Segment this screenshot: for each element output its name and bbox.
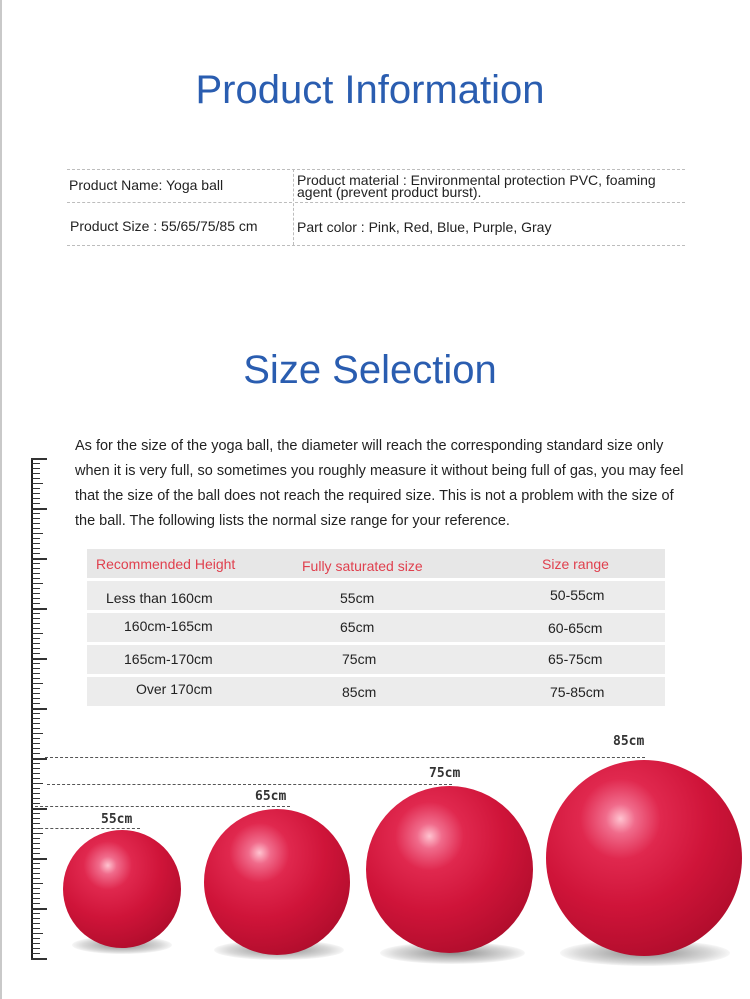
ruler-tick [31, 798, 40, 799]
cell-size: 65cm [340, 619, 375, 635]
ruler-tick [31, 783, 43, 784]
ruler-tick [31, 463, 40, 464]
ruler-tick [31, 928, 40, 929]
ruler-tick [31, 868, 40, 869]
ruler-tick [31, 838, 40, 839]
ball-label-65cm: 65cm [255, 789, 287, 804]
ruler-tick [31, 853, 40, 854]
ruler-tick [31, 478, 40, 479]
ruler-tick [31, 778, 40, 779]
ball-label-85cm: 85cm [613, 734, 645, 749]
ruler-tick [31, 753, 40, 754]
cell-height: 165cm-170cm [124, 651, 213, 667]
ruler-tick [31, 873, 40, 874]
ruler-tick [31, 483, 43, 484]
ruler-tick [31, 468, 40, 469]
ruler-tick [31, 583, 43, 584]
table-row [87, 645, 665, 674]
ruler-tick [31, 508, 47, 510]
ruler-tick [31, 688, 40, 689]
ruler-tick [31, 618, 40, 619]
ball-label-55cm: 55cm [101, 812, 133, 827]
ruler-tick [31, 553, 40, 554]
ruler-tick [31, 803, 40, 804]
ruler-tick [31, 658, 47, 660]
product-color: Part color : Pink, Red, Blue, Purple, Gray [297, 219, 552, 235]
ruler-tick [31, 788, 40, 789]
ruler-tick [31, 648, 40, 649]
ball-label-75cm: 75cm [429, 766, 461, 781]
table-row [87, 613, 665, 642]
ruler-tick [31, 768, 40, 769]
ruler-tick [31, 598, 40, 599]
size-selection-title: Size Selection [243, 348, 497, 392]
ruler-tick [31, 593, 40, 594]
ruler-tick [31, 808, 47, 810]
ruler-tick [31, 528, 40, 529]
ruler-tick [31, 743, 40, 744]
ruler-tick [31, 523, 40, 524]
ruler-tick [31, 863, 40, 864]
guide-line-55cm [35, 828, 140, 829]
ruler-tick [31, 958, 47, 960]
measuring-ruler [31, 458, 47, 958]
cell-range: 75-85cm [550, 684, 605, 700]
ruler-tick [31, 638, 40, 639]
ruler-tick [31, 938, 40, 939]
cell-height: Over 170cm [136, 681, 213, 697]
ruler-tick [31, 843, 40, 844]
ruler-tick [31, 633, 43, 634]
yoga-ball-55cm [63, 830, 181, 948]
cell-size: 75cm [342, 651, 377, 667]
ruler-tick [31, 683, 43, 684]
yoga-ball-65cm [204, 809, 350, 955]
ruler-tick [31, 748, 40, 749]
ruler-tick [31, 663, 40, 664]
ruler-tick [31, 703, 40, 704]
cell-size: 55cm [340, 590, 375, 606]
header-fully-saturated-size: Fully saturated size [302, 558, 423, 574]
cell-range: 50-55cm [550, 587, 605, 603]
table-row [87, 677, 665, 706]
ruler-tick [31, 458, 47, 460]
description-line: the ball. The following lists the normal size range for your reference. [75, 513, 510, 529]
cell-height: Less than 160cm [106, 590, 213, 606]
ruler-tick [31, 678, 40, 679]
divider [67, 169, 685, 170]
guide-line-75cm [47, 784, 452, 785]
ruler-tick [31, 733, 43, 734]
ruler-tick [31, 563, 40, 564]
guide-line-65cm [35, 806, 290, 807]
ruler-tick [31, 488, 40, 489]
ruler-tick [31, 723, 40, 724]
ruler-tick [31, 613, 40, 614]
yoga-ball-75cm [366, 786, 533, 953]
ruler-tick [31, 758, 47, 760]
ruler-tick [31, 913, 40, 914]
ruler-tick [31, 548, 40, 549]
ruler-tick [31, 953, 40, 954]
cell-size: 85cm [342, 684, 377, 700]
ruler-tick [31, 813, 40, 814]
ruler-tick [31, 543, 40, 544]
ruler-tick [31, 693, 40, 694]
ruler-tick [31, 503, 40, 504]
ruler-tick [31, 473, 40, 474]
product-info-table [67, 166, 685, 248]
yoga-ball-85cm [546, 760, 742, 956]
product-information-title: Product Information [195, 68, 545, 112]
ruler-tick [31, 533, 43, 534]
ruler-tick [31, 573, 40, 574]
size-description [75, 434, 715, 534]
left-edge-line [0, 0, 2, 999]
ruler-tick [31, 513, 40, 514]
ruler-tick [31, 493, 40, 494]
column-divider [293, 169, 294, 245]
ruler-tick [31, 763, 40, 764]
ruler-tick [31, 773, 40, 774]
ruler-tick [31, 933, 43, 934]
ruler-tick [31, 898, 40, 899]
product-material-line1: Product material : Environmental protection PVC, foaming [297, 172, 656, 188]
ruler-tick [31, 588, 40, 589]
ruler-tick [31, 643, 40, 644]
cell-range: 65-75cm [548, 651, 603, 667]
divider [67, 245, 685, 246]
ruler-tick [31, 568, 40, 569]
product-material-line2: agent (prevent product burst). [297, 184, 482, 200]
ruler-tick [31, 518, 40, 519]
ruler-tick [31, 713, 40, 714]
ruler-tick [31, 903, 40, 904]
ruler-tick [31, 738, 40, 739]
header-size-range: Size range [542, 556, 609, 572]
ruler-tick [31, 888, 40, 889]
ruler-tick [31, 653, 40, 654]
ruler-tick [31, 918, 40, 919]
product-name: Product Name: Yoga ball [69, 177, 224, 193]
description-line: As for the size of the yoga ball, the diameter will reach the corresponding standard size only [75, 438, 664, 454]
ruler-tick [31, 823, 40, 824]
ruler-tick [31, 498, 40, 499]
ruler-tick [31, 908, 47, 910]
ruler-tick [31, 603, 40, 604]
ruler-tick [31, 708, 47, 710]
ruler-tick [31, 538, 40, 539]
ruler-tick [31, 793, 40, 794]
ruler-tick [31, 818, 40, 819]
guide-line-85cm [45, 757, 645, 758]
ruler-tick [31, 893, 40, 894]
ruler-tick [31, 883, 43, 884]
cell-range: 60-65cm [548, 620, 603, 636]
description-line: when it is very full, so sometimes you roughly measure it without being full of gas, you may feel [75, 463, 684, 479]
ruler-tick [31, 718, 40, 719]
ruler-tick [31, 923, 40, 924]
ruler-tick [31, 943, 40, 944]
ruler-tick [31, 628, 40, 629]
ruler-tick [31, 878, 40, 879]
divider [67, 202, 292, 203]
product-size: Product Size : 55/65/75/85 cm [70, 218, 258, 234]
ruler-tick [31, 858, 47, 860]
ruler-tick [31, 848, 40, 849]
ruler-tick [31, 833, 43, 834]
ruler-tick [31, 668, 40, 669]
ruler-tick [31, 948, 40, 949]
ruler-tick [31, 698, 40, 699]
ruler-tick [31, 673, 40, 674]
ruler-tick [31, 558, 47, 560]
divider [295, 202, 685, 203]
ruler-tick [31, 623, 40, 624]
ruler-tick [31, 578, 40, 579]
table-row [87, 581, 665, 610]
header-recommended-height: Recommended Height [96, 556, 236, 572]
ruler-tick [31, 608, 47, 610]
table-header [87, 549, 665, 578]
cell-height: 160cm-165cm [124, 618, 213, 634]
ruler-tick [31, 728, 40, 729]
description-line: that the size of the ball does not reach the required size. This is not a problem with the size of [75, 488, 674, 504]
